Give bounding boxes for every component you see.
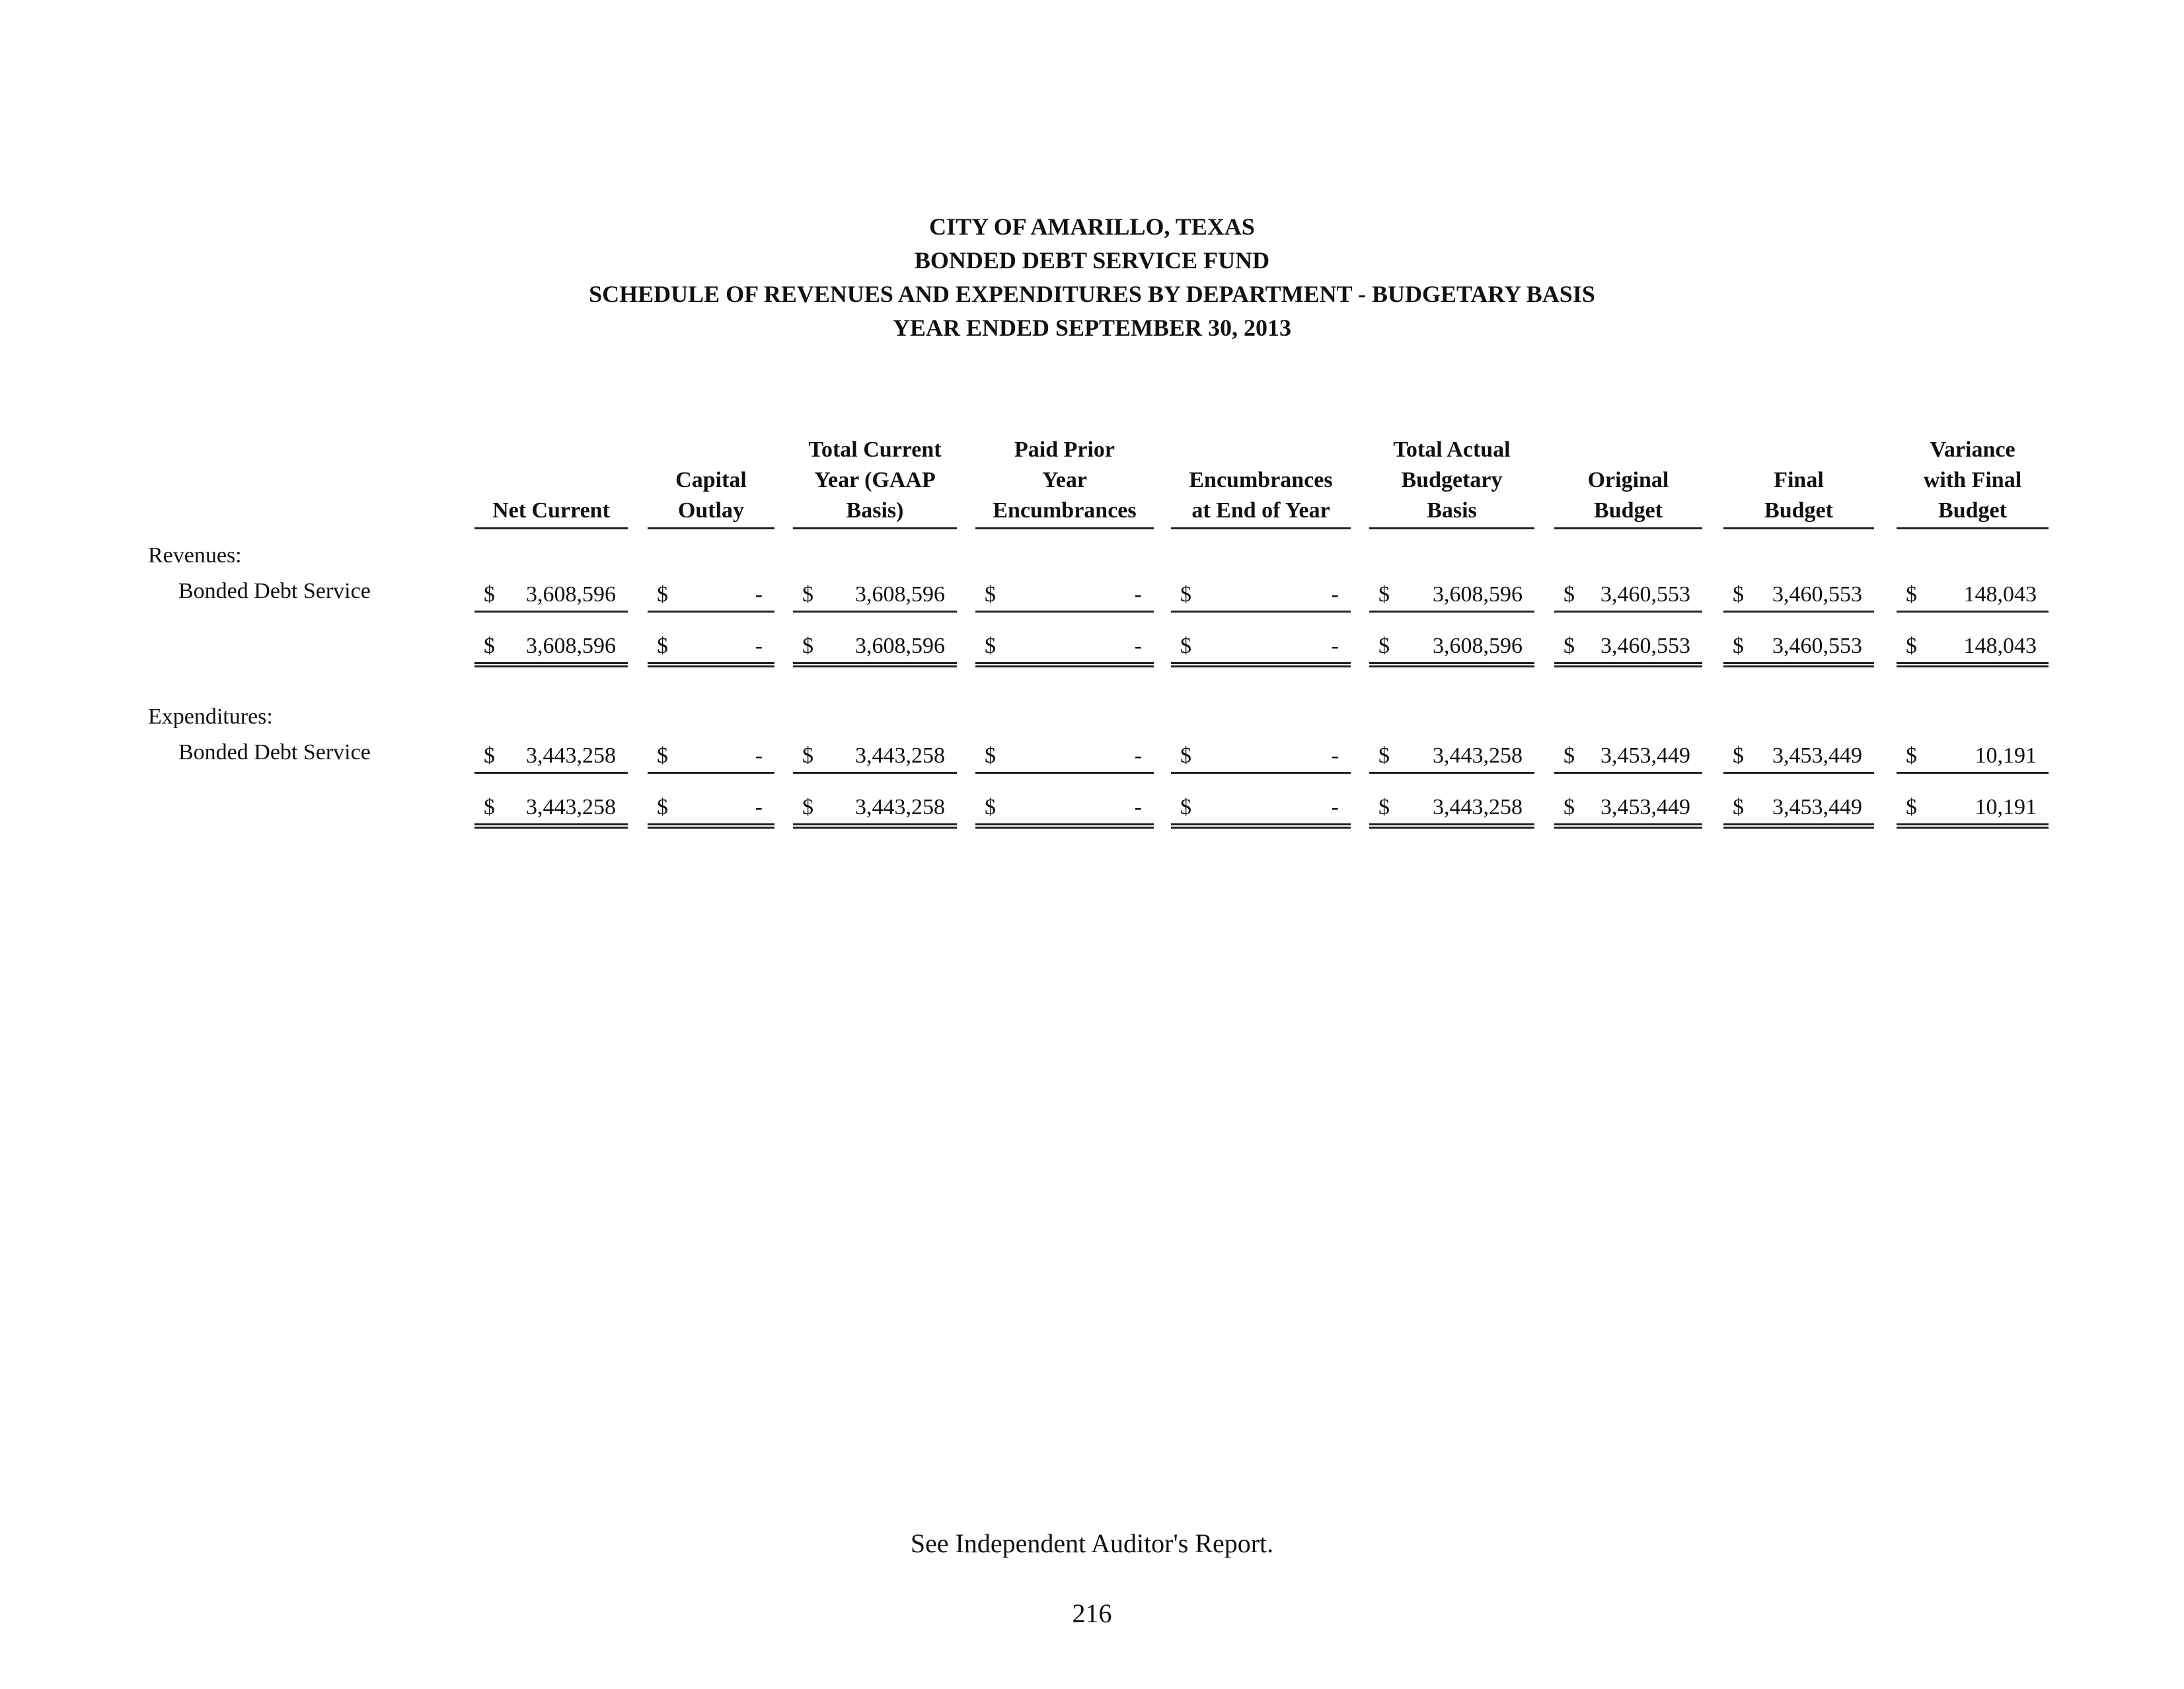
revenue-cell — [1897, 582, 2049, 613]
column-header-line: Budget — [1764, 498, 1833, 523]
currency-symbol: $ — [1733, 582, 1744, 607]
expenditure-cell — [1897, 743, 2049, 774]
column-header-line: Year — [1042, 468, 1087, 492]
column-header-line: Total Current — [808, 437, 942, 462]
currency-symbol: $ — [1180, 743, 1191, 768]
amount-value: - — [1134, 582, 1142, 607]
expenditure-total-cell — [975, 794, 1154, 829]
amount-value: 3,443,258 — [526, 743, 616, 768]
expenditure-cell — [474, 743, 628, 774]
amount-value: 3,460,553 — [1600, 634, 1690, 658]
column-header-line: Encumbrances — [1189, 468, 1333, 492]
currency-symbol: $ — [1733, 795, 1744, 819]
column-header-line: Variance — [1930, 437, 2015, 462]
currency-symbol: $ — [1906, 795, 1917, 819]
currency-symbol: $ — [657, 795, 668, 819]
revenue-total-cell — [1897, 633, 2049, 667]
expenditure-cell — [975, 743, 1154, 774]
currency-symbol: $ — [802, 582, 813, 607]
amount-value: 3,453,449 — [1772, 795, 1862, 819]
expenditure-cell — [1369, 743, 1534, 774]
revenues-label: Revenues: — [148, 543, 242, 568]
amount-value: 3,453,449 — [1600, 795, 1690, 819]
expenditure-cell — [1554, 743, 1702, 774]
currency-symbol: $ — [1180, 795, 1191, 819]
currency-symbol: $ — [1563, 582, 1575, 607]
amount-value: 3,608,596 — [1433, 582, 1523, 607]
column-header-line: Encumbrances — [993, 498, 1137, 523]
column-header-line: Outlay — [677, 498, 745, 523]
amount-value: - — [755, 795, 763, 819]
currency-symbol: $ — [1906, 743, 1917, 768]
column-header-line — [1171, 435, 1351, 465]
revenue-total-cell — [648, 633, 774, 667]
amount-value: 3,453,449 — [1600, 743, 1690, 768]
column-header-line: Capital — [675, 468, 747, 492]
currency-symbol: $ — [1180, 634, 1191, 658]
column-header-8 — [1723, 435, 1874, 529]
amount-value: 3,460,553 — [1772, 582, 1862, 607]
revenue-total-cell — [793, 633, 957, 667]
page-number: 216 — [1072, 1598, 1112, 1628]
revenue-cell — [648, 582, 774, 613]
column-header-1 — [474, 435, 628, 529]
expenditure-total-cell — [1897, 794, 2049, 829]
currency-symbol: $ — [1378, 634, 1390, 658]
title-line-4: YEAR ENDED SEPTEMBER 30, 2013 — [892, 315, 1292, 341]
amount-value: 3,453,449 — [1772, 743, 1862, 768]
currency-symbol: $ — [1906, 634, 1917, 658]
column-header-7 — [1554, 435, 1702, 529]
currency-symbol: $ — [484, 634, 495, 658]
column-header-line: Original — [1587, 468, 1669, 492]
currency-symbol: $ — [1563, 743, 1575, 768]
amount-value: 3,460,553 — [1600, 582, 1690, 607]
amount-value: 3,443,258 — [1433, 795, 1523, 819]
column-header-line: Year (GAAP — [814, 468, 936, 492]
expenditures-label: Expenditures: — [148, 704, 273, 729]
amount-value: - — [755, 743, 763, 768]
amount-value: 3,608,596 — [526, 582, 616, 607]
currency-symbol: $ — [1378, 743, 1390, 768]
amount-value: 148,043 — [1963, 582, 2037, 607]
column-header-line: Budgetary — [1401, 468, 1503, 492]
amount-value: 10,191 — [1975, 743, 2037, 768]
column-header-line: Paid Prior — [1014, 437, 1115, 462]
currency-symbol: $ — [484, 795, 495, 819]
currency-symbol: $ — [1906, 582, 1917, 607]
amount-value: 3,608,596 — [526, 634, 616, 658]
revenue-cell — [1554, 582, 1702, 613]
expenditure-total-cell — [1171, 794, 1351, 829]
amount-value: 3,443,258 — [1433, 743, 1523, 768]
expenditure-total-cell — [648, 794, 774, 829]
amount-value: - — [1331, 634, 1339, 658]
expenditure-total-cell — [1369, 794, 1534, 829]
revenue-total-cell — [474, 633, 628, 667]
currency-symbol: $ — [484, 582, 495, 607]
amount-value: 10,191 — [1975, 795, 2037, 819]
revenue-total-cell — [975, 633, 1154, 667]
report-title — [0, 210, 2184, 345]
column-header-line: Total Actual — [1393, 437, 1511, 462]
revenue-total-cell — [1723, 633, 1874, 667]
column-header-line — [474, 465, 628, 496]
currency-symbol: $ — [657, 743, 668, 768]
amount-value: 3,443,258 — [855, 795, 945, 819]
title-line-2: BONDED DEBT SERVICE FUND — [914, 247, 1270, 274]
column-header-line: Basis — [1427, 498, 1477, 523]
revenue-cell — [1723, 582, 1874, 613]
amount-value: 148,043 — [1963, 634, 2037, 658]
revenue-cell — [1369, 582, 1534, 613]
currency-symbol: $ — [802, 795, 813, 819]
currency-symbol: $ — [985, 582, 996, 607]
column-header-line — [1723, 435, 1874, 465]
expenditure-cell — [793, 743, 957, 774]
column-header-line — [1554, 435, 1702, 465]
column-header-line: at End of Year — [1191, 498, 1330, 523]
expenditure-cell — [648, 743, 774, 774]
currency-symbol: $ — [657, 634, 668, 658]
currency-symbol: $ — [1733, 634, 1744, 658]
revenues-row-label: Bonded Debt Service — [178, 579, 371, 603]
title-line-1: CITY OF AMARILLO, TEXAS — [929, 213, 1255, 240]
revenue-total-cell — [1369, 633, 1534, 667]
column-header-line: Final — [1774, 468, 1824, 492]
column-header-line: Budget — [1938, 498, 2007, 523]
amount-value: 3,608,596 — [1433, 634, 1523, 658]
column-header-line: Net Current — [492, 498, 610, 523]
amount-value: - — [1331, 795, 1339, 819]
currency-symbol: $ — [1563, 795, 1575, 819]
amount-value: 3,443,258 — [855, 743, 945, 768]
revenue-cell — [1171, 582, 1351, 613]
amount-value: 3,608,596 — [855, 582, 945, 607]
amount-value: 3,443,258 — [526, 795, 616, 819]
revenue-total-cell — [1171, 633, 1351, 667]
amount-value: - — [1134, 743, 1142, 768]
revenue-cell — [474, 582, 628, 613]
revenue-cell — [975, 582, 1154, 613]
currency-symbol: $ — [657, 582, 668, 607]
column-header-3 — [793, 435, 957, 529]
currency-symbol: $ — [802, 743, 813, 768]
currency-symbol: $ — [484, 743, 495, 768]
column-header-line: Budget — [1594, 498, 1663, 523]
amount-value: 3,608,596 — [855, 634, 945, 658]
column-header-5 — [1171, 435, 1351, 529]
column-header-line — [648, 435, 774, 465]
expenditure-total-cell — [793, 794, 957, 829]
amount-value: 3,460,553 — [1772, 634, 1862, 658]
amount-value: - — [1134, 795, 1142, 819]
amount-value: - — [755, 634, 763, 658]
title-line-3: SCHEDULE OF REVENUES AND EXPENDITURES BY DEPARTMENT - BUDGETARY BASIS — [589, 281, 1595, 307]
currency-symbol: $ — [1563, 634, 1575, 658]
currency-symbol: $ — [985, 634, 996, 658]
column-header-6 — [1369, 435, 1534, 529]
currency-symbol: $ — [802, 634, 813, 658]
column-header-2 — [648, 435, 774, 529]
currency-symbol: $ — [1733, 743, 1744, 768]
column-header-9 — [1897, 435, 2049, 529]
amount-value: - — [755, 582, 763, 607]
currency-symbol: $ — [1378, 582, 1390, 607]
amount-value: - — [1331, 743, 1339, 768]
column-header-line — [474, 435, 628, 465]
expenditures-row-label: Bonded Debt Service — [178, 740, 371, 765]
currency-symbol: $ — [1180, 582, 1191, 607]
expenditure-total-cell — [1723, 794, 1874, 829]
currency-symbol: $ — [985, 743, 996, 768]
amount-value: - — [1331, 582, 1339, 607]
currency-symbol: $ — [985, 795, 996, 819]
column-header-line: with Final — [1923, 468, 2022, 492]
expenditure-total-cell — [1554, 794, 1702, 829]
expenditure-total-cell — [474, 794, 628, 829]
auditor-note: See Independent Auditor's Report. — [910, 1528, 1274, 1558]
amount-value: - — [1134, 634, 1142, 658]
currency-symbol: $ — [1378, 795, 1390, 819]
column-header-4 — [975, 435, 1154, 529]
column-header-line: Basis) — [846, 498, 904, 523]
revenue-cell — [793, 582, 957, 613]
expenditure-cell — [1723, 743, 1874, 774]
expenditure-cell — [1171, 743, 1351, 774]
revenue-total-cell — [1554, 633, 1702, 667]
